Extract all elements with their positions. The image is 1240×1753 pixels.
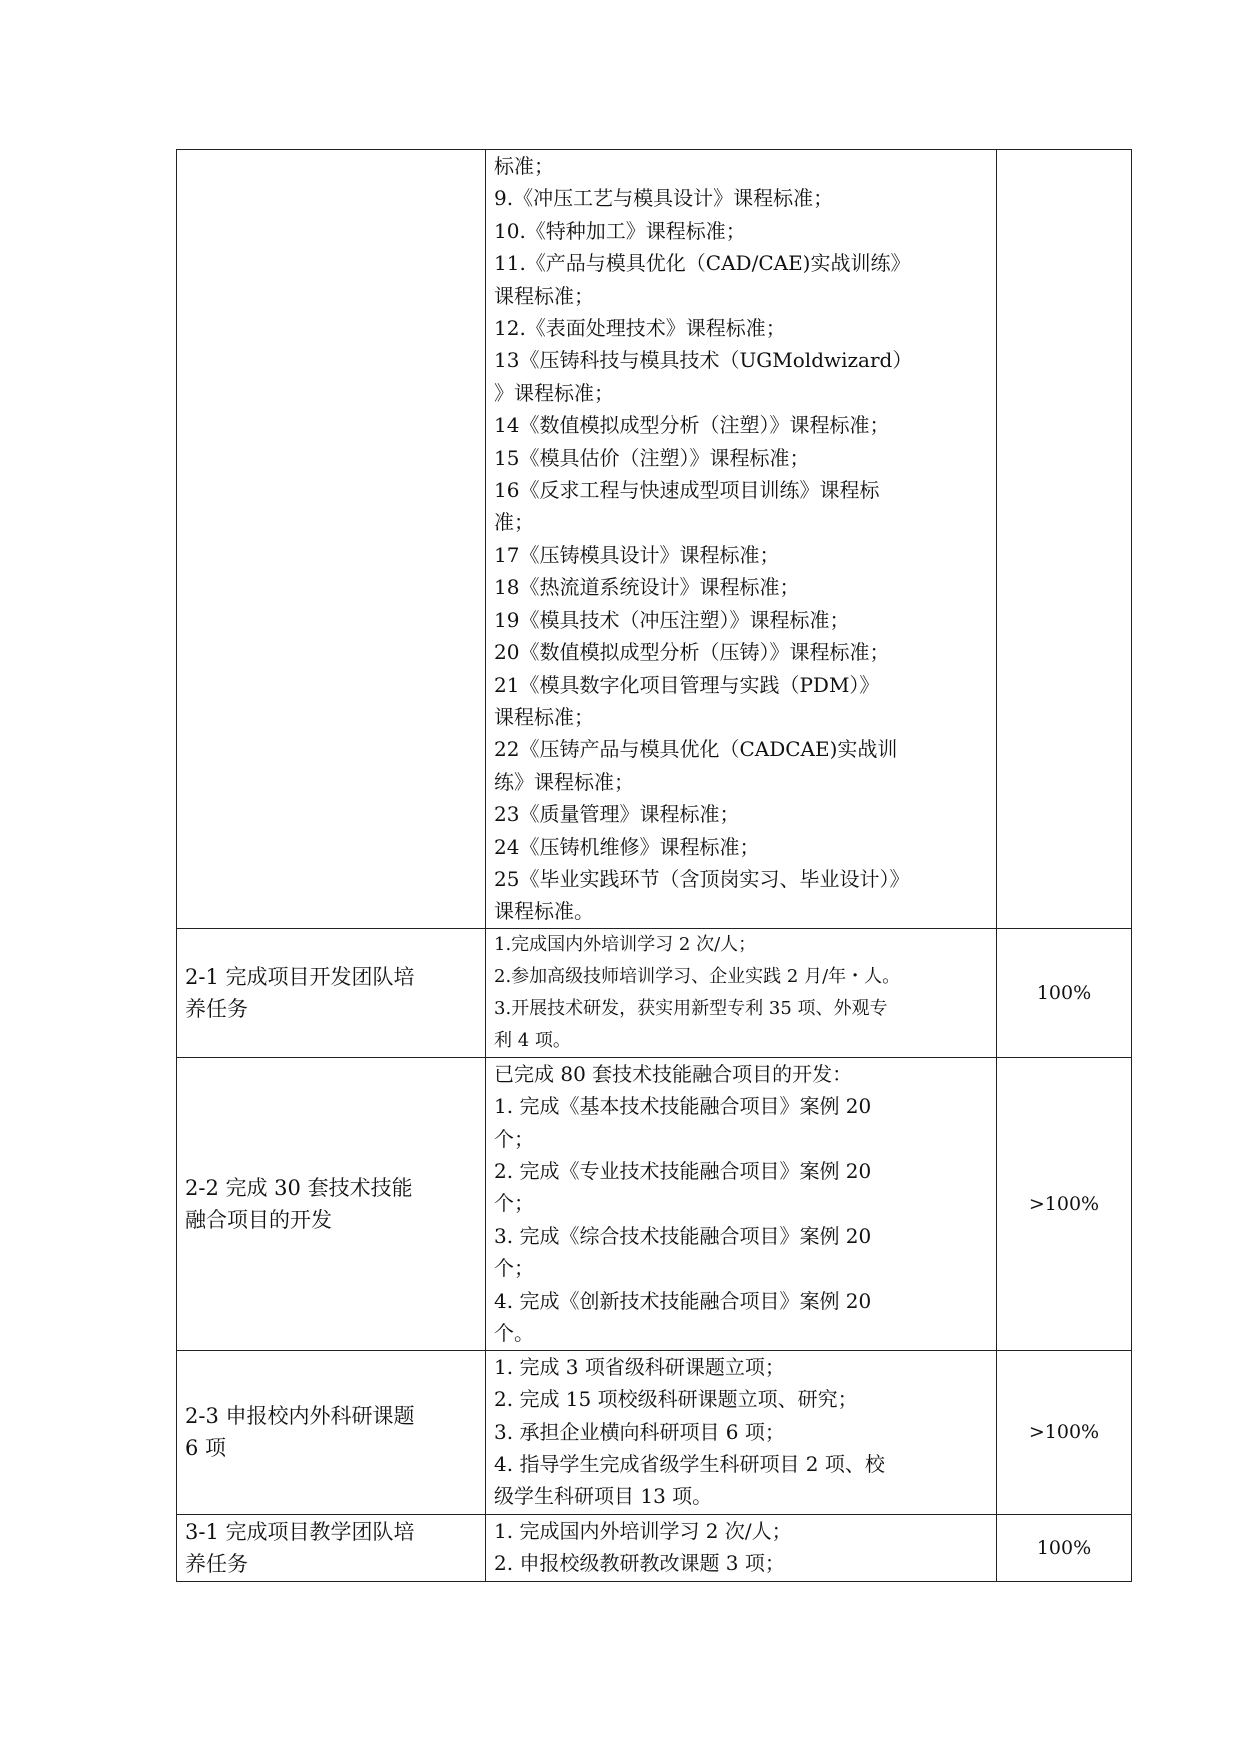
- content-cell: [486, 928, 997, 1057]
- content-cell: [486, 1057, 997, 1350]
- table-row: [177, 928, 1132, 1057]
- task-line: 2-2 完成 30 套技术技能: [185, 1175, 413, 1200]
- content-line: 19《模具技术（冲压注塑）》课程标准；: [494, 607, 850, 632]
- content-line: 13《压铸科技与模具技术（UGMoldwizard）: [494, 348, 913, 373]
- content-line: 利 4 项。: [494, 1029, 571, 1051]
- content-cell: [486, 150, 997, 929]
- content-line: 1. 完成国内外培训学习 2 次/人；: [494, 1518, 792, 1543]
- content-line: 16《反求工程与快速成型项目训练》课程标: [494, 478, 880, 503]
- content-line: 9.《冲压工艺与模具设计》课程标准；: [494, 186, 834, 211]
- content-line: 标准；: [494, 154, 554, 178]
- content-line: 23《质量管理》课程标准；: [494, 802, 740, 827]
- task-cell: [177, 150, 486, 929]
- content-line: 2.参加高级技师培训学习、企业实践 2 月/年・人。: [494, 965, 901, 987]
- content-line: 4. 完成《创新技术技能融合项目》案例 20: [494, 1288, 872, 1313]
- content-line: 准；: [494, 510, 534, 535]
- content-line: 个。: [494, 1321, 534, 1345]
- content-line: 个；: [494, 1126, 534, 1151]
- content-line: 1. 完成《基本技术技能融合项目》案例 20: [494, 1094, 872, 1119]
- table-row: [177, 1057, 1132, 1350]
- content-line: 1.完成国内外培训学习 2 次/人；: [494, 933, 757, 955]
- task-cell: [177, 1514, 486, 1581]
- content-line: 个；: [494, 1256, 534, 1281]
- content-line: 2. 完成 15 项校级科研课题立项、研究；: [494, 1387, 858, 1412]
- rate-cell: >100%: [997, 1350, 1132, 1514]
- content-line: 3. 完成《综合技术技能融合项目》案例 20: [494, 1223, 872, 1248]
- task-cell: [177, 1350, 486, 1514]
- progress-table: [176, 149, 1132, 1582]
- content-line: 4. 指导学生完成省级学生科研项目 2 项、校: [494, 1451, 885, 1476]
- task-cell: [177, 1057, 486, 1350]
- task-line: 2-1 完成项目开发团队培: [185, 964, 415, 989]
- content-line: 2. 申报校级教研教改课题 3 项；: [494, 1551, 785, 1576]
- content-line: 3. 承担企业横向科研项目 6 项；: [494, 1419, 785, 1444]
- content-line: 10.《特种加工》课程标准；: [494, 218, 746, 243]
- content-line: 18《热流道系统设计》课程标准；: [494, 575, 800, 600]
- rate-cell: 100%: [997, 1514, 1132, 1581]
- content-line: 课程标准。: [494, 899, 594, 924]
- content-cell: [486, 1350, 997, 1514]
- task-line: 2-3 申报校内外科研课题: [185, 1404, 415, 1429]
- content-line: 练》课程标准；: [494, 769, 634, 794]
- table-row: [177, 1514, 1132, 1581]
- table-row: [177, 150, 1132, 929]
- content-line: 2. 完成《专业技术技能融合项目》案例 20: [494, 1158, 872, 1183]
- content-line: 课程标准；: [494, 704, 594, 729]
- table-row: [177, 1350, 1132, 1514]
- rate-cell: >100%: [997, 1057, 1132, 1350]
- task-cell: [177, 928, 486, 1057]
- task-line: 养任务: [185, 1551, 248, 1576]
- task-line: 3-1 完成项目教学团队培: [185, 1519, 415, 1544]
- content-line: 22《压铸产品与模具优化（CADCAE)实战训: [494, 737, 898, 762]
- content-line: 3.开展技术研发，获实用新型专利 35 项、外观专: [494, 997, 888, 1019]
- content-line: 25《毕业实践环节（含顶岗实习、毕业设计）》: [494, 866, 910, 891]
- content-line: 14《数值模拟成型分析（注塑）》课程标准；: [494, 413, 890, 438]
- content-line: 课程标准；: [494, 283, 594, 308]
- content-line: 级学生科研项目 13 项。: [494, 1484, 713, 1509]
- content-cell: [486, 1514, 997, 1581]
- rate-cell: [997, 150, 1132, 929]
- content-line: 》课程标准；: [494, 380, 614, 405]
- content-line: 1. 完成 3 项省级科研课题立项；: [494, 1354, 785, 1379]
- content-line: 21《模具数字化项目管理与实践（PDM）》: [494, 672, 880, 697]
- content-line: 11.《产品与模具优化（CAD/CAE)实战训练》: [494, 251, 911, 276]
- task-line: 养任务: [185, 996, 248, 1021]
- content-line: 17《压铸模具设计》课程标准；: [494, 542, 780, 567]
- content-line: 12.《表面处理技术》课程标准；: [494, 316, 786, 341]
- task-line: 融合项目的开发: [185, 1207, 332, 1232]
- rate-cell: 100%: [997, 928, 1132, 1057]
- content-line: 20《数值模拟成型分析（压铸）》课程标准；: [494, 640, 890, 665]
- content-line: 15《模具估价（注塑）》课程标准；: [494, 445, 810, 470]
- content-line: 24《压铸机维修》课程标准；: [494, 834, 760, 859]
- content-line: 已完成 80 套技术技能融合项目的开发：: [494, 1061, 853, 1086]
- content-line: 个；: [494, 1191, 534, 1216]
- task-line: 6 项: [185, 1436, 227, 1461]
